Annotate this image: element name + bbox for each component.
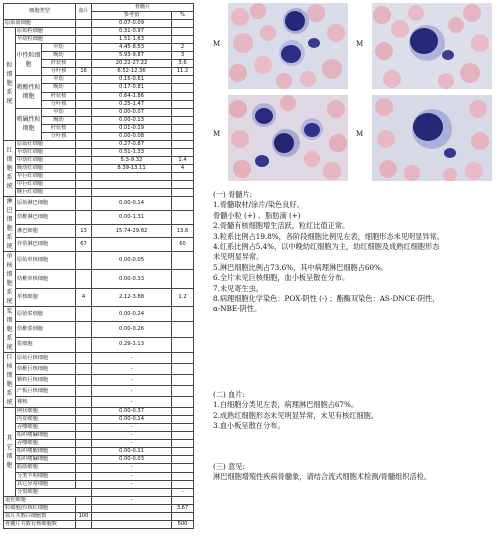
table-row [4,504,194,512]
section1-line: 3.粒系比例占19.8%，各阶段细胞比例见左表，细胞形态未见明显异常。 [213,231,444,241]
row-reference: 6.52-12.36 [92,68,172,76]
row-marrow-percent [172,100,194,108]
row-blood-value [76,353,92,364]
row-stage: 杆状核 [42,92,76,100]
row-marrow-percent: 3 [172,52,194,60]
row-blood-value [76,124,92,132]
row-marrow-percent: 4 [172,164,194,172]
row-label: 中幼红细胞 [16,156,76,164]
table-row [4,164,194,172]
row-label: 原始浆细胞 [16,307,76,322]
section1-title: (一) 骨髓片: [213,190,253,199]
section1-line: 骨髓小粒 (+) 、脂肪滴 (+) [213,210,301,220]
row-blood-value [76,164,92,172]
row-blood-value [76,140,92,148]
row-reference [92,512,172,520]
row-label: 产板巨核细胞 [16,386,76,397]
row-reference: 0.51-1.33 [92,148,172,156]
row-marrow-percent [172,92,194,100]
row-reference [92,172,172,180]
row-label: 中巨红细胞 [16,181,76,189]
row-label: 组织嗜碱细胞 [16,456,76,464]
row-marrow-percent [172,76,194,84]
table-row [4,520,194,528]
row-reference: - [92,472,172,480]
table-row [4,270,194,288]
table-row [4,28,194,36]
row-group-label: 巨核细胞系统 [4,353,16,408]
row-stage: 晚幼 [42,116,76,124]
row-reference: 0.00-0.13 [92,116,172,124]
findings-text [213,190,495,482]
row-reference: - [92,375,172,386]
row-label: 吞噬细胞 [16,424,76,432]
row-blood-value [76,480,92,488]
row-reference: 0.29-1.13 [92,337,172,352]
table-row [4,189,194,197]
table-row [4,307,194,322]
row-blood-value [76,322,92,337]
row-marrow-percent [172,424,194,432]
row-group-label: 红细胞系统 [4,140,16,196]
row-blood-value [76,36,92,44]
row-blood-value [76,432,92,440]
table-row [4,288,194,306]
row-label: 组织嗜酸细胞 [16,448,76,456]
row-reference: 0.00-0.14 [92,416,172,424]
table-row [4,416,194,424]
section1-line: α-NBE-阴性。 [213,304,262,314]
row-marrow-percent [172,20,194,28]
row-label: 内皮细胞 [16,416,76,424]
row-marrow-percent [172,337,194,352]
table-row [4,36,194,44]
row-blood-value [76,440,92,448]
row-label: 原始粒细胞 [16,28,76,36]
row-marrow-percent [172,386,194,397]
row-blood-value [76,397,92,408]
row-blood-value [76,307,92,322]
row-blood-value [76,504,92,512]
row-reference: - [92,353,172,364]
table-row [4,44,194,52]
row-marrow-percent [172,132,194,140]
row-label: 单核细胞 [16,288,76,306]
section2-body [213,400,495,431]
row-reference: 0.00-0.26 [92,322,172,337]
row-blood-value [76,172,92,180]
table-row [4,456,194,464]
row-marrow-percent: 1.4 [172,156,194,164]
table-row [4,353,194,364]
table-row [4,197,194,211]
header-blood-smear: 血片 [76,4,92,20]
row-reference: - [92,464,172,472]
row-marrow-percent [172,480,194,488]
row-reference: - [92,480,172,488]
section2-title: (二) 血片: [213,389,245,399]
row-reference: - [92,424,172,432]
row-marrow-percent [172,464,194,472]
row-marrow-percent: 500 [172,520,194,528]
table-row [4,172,194,180]
row-marrow-percent [172,353,194,364]
row-marrow-percent [172,124,194,132]
row-blood-value [76,456,92,464]
row-marrow-percent [172,416,194,424]
section1-line: 7.未见寄生虫。 [213,283,263,293]
row-reference [92,238,172,252]
row-reference [92,520,172,528]
row-blood-value [76,189,92,197]
row-blood-value: 4 [76,288,92,306]
row-subgroup-label: 嗜碱性粒细胞 [16,108,42,140]
section1-body [213,200,495,314]
row-label: 原始血细胞 [4,20,76,28]
row-blood-value [76,28,92,36]
row-blood-value [76,92,92,100]
row-label: 原始巨核细胞 [16,353,76,364]
row-stage: 分叶核 [42,132,76,140]
section1-line: 4.红系比例占5.4%，以中晚幼红细胞为主，幼红细胞及成熟红细胞形态 [213,242,440,252]
row-label: 吞噬细胞 [16,440,76,448]
row-blood-value [76,464,92,472]
row-label: 早巨红细胞 [16,172,76,180]
row-group-label: 淋巴细胞系统 [4,197,16,252]
row-blood-value [76,156,92,164]
row-blood-value [76,132,92,140]
row-reference: - [172,488,194,496]
row-reference: 0.00-0.08 [92,132,172,140]
row-marrow-percent [172,181,194,189]
table-row [4,252,194,270]
row-stage: 分叶核 [42,68,76,76]
row-stage: 杆状核 [42,124,76,132]
row-marrow-percent: 3.6 [172,60,194,68]
table-row [4,210,194,224]
row-marrow-percent [172,140,194,148]
row-label: 幼稚浆细胞 [16,322,76,337]
row-marrow-percent [172,189,194,197]
row-reference: 8.39-13.11 [92,164,172,172]
row-blood-value [76,197,92,211]
row-marrow-percent [172,456,194,464]
row-blood-value [76,375,92,386]
table-row [4,375,194,386]
header-marrow-smear: 骨髓片 [92,4,194,12]
row-marrow-percent [172,440,194,448]
section2-line: 1.白细胞分类见左表，病理淋巴细胞占67%。 [213,400,359,410]
row-reference: - [92,432,172,440]
row-reference [92,504,172,512]
row-marrow-percent [172,197,194,211]
row-marrow-percent [172,472,194,480]
row-reference: 5.93-9.87 [92,52,172,60]
section2-line: 3.血小板呈散在分布。 [213,421,285,431]
row-marrow-percent [172,307,194,322]
row-blood-value [76,210,92,224]
row-label: 其它异常细胞 [16,480,76,488]
section1-line: 未见明显异常。 [213,252,264,262]
table-row [4,108,194,116]
row-marrow-percent [172,36,194,44]
header-cell-type: 细胞类型 [4,4,76,20]
row-subgroup-label: 中性粒细胞 [16,44,42,76]
table-row [4,238,194,252]
micrograph-label-1: M [213,40,221,48]
section1-line: 5.淋巴细胞比例占73.6%，其中病理淋巴细胞占60%。 [213,262,389,272]
row-marrow-percent [172,408,194,416]
table-row [4,424,194,432]
micrograph-label-2: M [356,40,364,48]
row-blood-value: 100 [76,512,92,520]
row-reference: 0.15-0.61 [92,76,172,84]
table-row [4,224,194,238]
row-label: 早幼粒细胞 [16,36,76,44]
row-stage: 晚幼 [42,52,76,60]
row-reference: 0.00-0.14 [92,197,172,211]
row-label: 分类不明细胞 [16,472,76,480]
row-marrow-percent [172,116,194,124]
row-reference: 0.07-0.09 [92,20,172,28]
table-row [4,397,194,408]
row-reference: - [92,386,172,397]
table-row [4,386,194,397]
row-label: 原始单核细胞 [16,252,76,270]
table-row [4,512,194,520]
row-marrow-percent: 2 [172,44,194,52]
row-blood-value [76,337,92,352]
row-reference: 1.51-1.63 [92,36,172,44]
row-blood-value [76,472,92,480]
row-blood-value [76,44,92,52]
micrograph-image-2 [372,3,492,89]
row-reference: - [92,496,172,504]
table-row [4,472,194,480]
table-row [4,140,194,148]
table-row [4,464,194,472]
row-reference: - [92,397,172,408]
row-reference: 0.00-0.07 [92,108,172,116]
row-blood-value [76,520,92,528]
table-row [4,181,194,189]
row-blood-value [76,386,92,397]
row-marrow-percent [172,108,194,116]
row-marrow-percent [172,270,194,288]
row-reference: 0.31-0.97 [92,28,172,36]
table-row [4,440,194,448]
row-reference: 15.74-29.82 [92,224,172,238]
row-marrow-percent [172,210,194,224]
row-reference: 20.22-27.22 [92,60,172,68]
row-reference: 0.01-0.19 [92,124,172,132]
row-reference: - [92,364,172,375]
table-row [4,76,194,84]
row-label: 幼稚单核细胞 [16,270,76,288]
row-reference: 2.12-3.88 [92,288,172,306]
row-label: 骨髓片共数有核细胞数 [4,520,76,528]
micrograph-image-1 [228,3,348,89]
row-stage: 中幼 [42,44,76,52]
row-marrow-percent: 11.2 [172,68,194,76]
row-reference: 4.45-8.53 [92,44,172,52]
row-marrow-percent: 3.67 [172,504,194,512]
section2-line: 2.成熟红细胞形态未见明显异常，未见有核红细胞。 [213,410,378,420]
row-label: 退化细胞 [4,496,76,504]
section1-line: 1.骨髓取材/涂片/染色良好。 [213,200,304,210]
row-reference [92,189,172,197]
row-reference: 0.27-0.87 [92,140,172,148]
row-group-label: 粒细胞系统 [4,28,16,141]
row-stage: 杆状核 [42,60,76,68]
row-stage: 分叶核 [42,100,76,108]
row-reference [92,181,172,189]
row-label: 浆细胞 [16,337,76,352]
row-blood-value [76,60,92,68]
row-blood-value [76,116,92,124]
row-marrow-percent [172,84,194,92]
row-reference: - [92,440,172,448]
row-marrow-percent [172,448,194,456]
row-stage: 中幼 [42,108,76,116]
section3-title: (三) 意见: [213,461,245,471]
row-blood-value [76,148,92,156]
row-label: 原始红细胞 [16,140,76,148]
row-blood-value [76,20,92,28]
row-stage: 中幼 [42,76,76,84]
row-blood-value [76,108,92,116]
row-reference: 0.00-1.31 [92,210,172,224]
row-label: 晚巨红细胞 [16,189,76,197]
row-label: 异常淋巴细胞 [16,238,76,252]
row-marrow-percent [172,496,194,504]
row-reference: 0.00-0.24 [92,307,172,322]
table-row [4,448,194,456]
row-marrow-percent [172,375,194,386]
row-blood-value [76,364,92,375]
row-reference: 0.00-0.33 [92,270,172,288]
row-label: 组织嗜碱细胞 [16,432,76,440]
table-row [4,432,194,440]
table-row [4,488,194,496]
table-row [4,496,194,504]
row-blood-value: 16 [76,68,92,76]
row-subgroup-label: 嗜酸性粒细胞 [16,76,42,108]
table-row [4,20,194,28]
cell-count-table [3,3,194,529]
row-label: 裸核 [16,397,76,408]
row-marrow-percent [172,512,194,520]
row-marrow-percent [172,432,194,440]
row-reference: 0.25-1.47 [92,100,172,108]
row-marrow-percent [172,252,194,270]
row-label: 晚幼红细胞 [16,164,76,172]
row-marrow-percent: 60 [172,238,194,252]
row-label: 分裂细胞 [16,488,92,496]
micrograph-image-4 [372,95,492,181]
row-blood-value [76,424,92,432]
row-label: 幼稚巨核细胞 [16,364,76,375]
section3-body [213,472,495,482]
row-blood-value [76,252,92,270]
row-blood-value [76,448,92,456]
row-blood-value [76,84,92,92]
table-row [4,408,194,416]
row-label: 早幼红细胞 [16,148,76,156]
row-blood-value [76,416,92,424]
row-blood-value: 67 [76,238,92,252]
row-label: 淋巴细胞 [16,224,76,238]
row-reference: 0.00-0.03 [92,456,172,464]
row-marrow-percent [172,322,194,337]
row-label: 颗粒巨核细胞 [16,375,76,386]
micrograph-label-3: M [213,130,221,138]
row-reference: 0.00-0.11 [92,448,172,456]
section3-line: 淋巴细胞增殖性疾病骨髓象，请结合流式细胞术检测/骨髓组织活检。 [213,471,432,481]
row-blood-value [92,488,172,496]
row-label: 网状细胞 [16,408,76,416]
row-marrow-percent: 1.2 [172,288,194,306]
row-blood-value [76,76,92,84]
table-row [4,322,194,337]
row-reference: 0.00-0.05 [92,252,172,270]
row-blood-value [76,52,92,60]
row-group-label: 其它细胞 [4,408,16,497]
table-row [4,156,194,164]
row-marrow-percent [172,28,194,36]
table-row [4,480,194,488]
micrograph-label-4: M [356,130,364,138]
row-blood-value: 13 [76,224,92,238]
row-reference: 0.00-0.37 [92,408,172,416]
table-row [4,148,194,156]
row-blood-value [76,496,92,504]
row-marrow-percent [172,148,194,156]
section1-line: 6.全片未见巨核细胞，血小板呈散在分布。 [213,273,350,283]
micrograph-image-3 [228,95,348,181]
row-label: 脂肪细胞 [16,464,76,472]
row-label: 幼稚淋巴细胞 [16,210,76,224]
row-blood-value [76,408,92,416]
row-label: 原始淋巴细胞 [16,197,76,211]
table-row [4,337,194,352]
section1-line: 8.病理细胞化学染色：POX-阴性 (-) ；酯酶双染色：AS-DNCE-阴性， [213,294,440,304]
row-blood-value [76,270,92,288]
row-label: 血片共数白细胞数 [4,512,76,520]
row-stage: 晚幼 [42,84,76,92]
header-reference: 参考值 [92,12,172,20]
row-marrow-percent: 13.6 [172,224,194,238]
row-label: 粒细胞/有核红细胞 [4,504,76,512]
row-blood-value [76,100,92,108]
row-group-label: 单核细胞系统 [4,252,16,307]
row-reference: 0.17-0.81 [92,84,172,92]
row-reference: 0.64-1.86 [92,92,172,100]
table-header-row [4,4,194,12]
row-reference: 5.3-9.32 [92,156,172,164]
row-marrow-percent [172,397,194,408]
row-blood-value [76,181,92,189]
row-group-label: 浆细胞系统 [4,307,16,353]
row-marrow-percent [172,172,194,180]
section1-line: 2.骨髓有核细胞增生活跃，粒红比值正常。 [213,221,350,231]
table-row [4,364,194,375]
row-marrow-percent [172,364,194,375]
header-percent: % [172,12,194,20]
